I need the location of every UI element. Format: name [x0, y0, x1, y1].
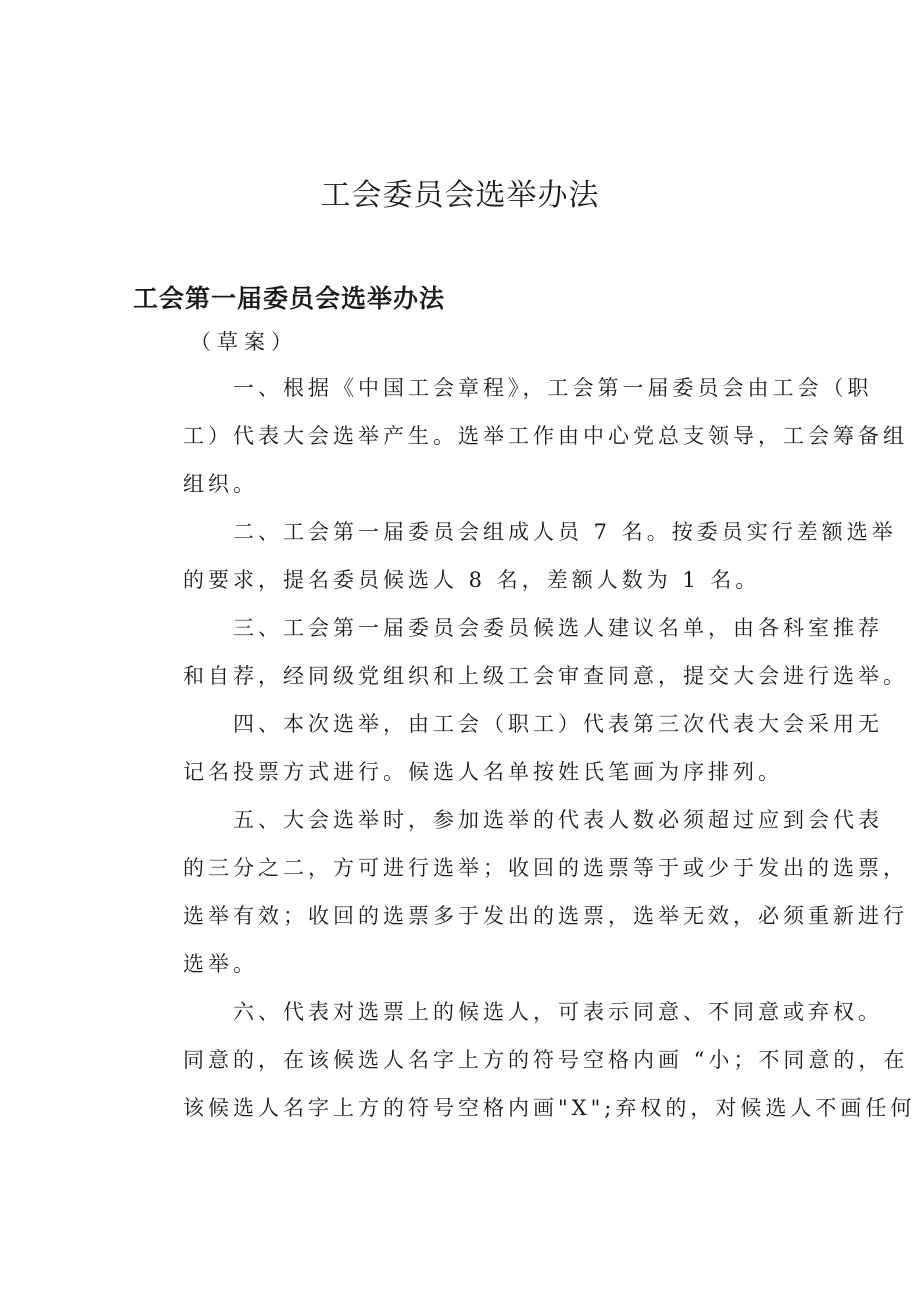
paragraph-line: 一、根据《中国工会章程》，工会第一届委员会由工会（职 [233, 376, 873, 400]
paragraph-line: 的三分之二，方可进行选举；收回的选票等于或少于发出的选票， [183, 856, 908, 880]
paragraph-line: 组织。 [183, 472, 258, 496]
paragraph-line: 该候选人名字上方的符号空格内画"X";弃权的，对候选人不画任何 [183, 1096, 916, 1120]
document-body [133, 364, 916, 1132]
paragraph-line: 的要求，提名委员候选人 8 名，差额人数为 1 名。 [183, 568, 761, 592]
paragraph-line: 二、工会第一届委员会组成人员 7 名。按委员实行差额选举 [233, 520, 897, 544]
draft-note: （草案） [190, 330, 298, 354]
paragraph-4 [133, 700, 883, 796]
paragraph-line: 三、工会第一届委员会委员候选人建议名单，由各科室推荐 [233, 616, 883, 640]
paragraph-5 [133, 796, 908, 988]
paragraph-line: 记名投票方式进行。候选人名单按姓氏笔画为序排列。 [183, 760, 783, 784]
paragraph-2 [133, 508, 897, 604]
paragraph-1 [133, 364, 908, 508]
paragraph-6 [133, 988, 916, 1132]
paragraph-line: 同意的，在该候选人名字上方的符号空格内画 “小；不同意的，在 [183, 1048, 909, 1072]
paragraph-line: 四、本次选举，由工会（职工）代表第三次代表大会采用无 [233, 712, 883, 736]
paragraph-line: 选举。 [183, 952, 258, 976]
paragraph-line: 六、代表对选票上的候选人，可表示同意、不同意或弃权。 [233, 1000, 883, 1024]
paragraph-line: 工）代表大会选举产生。选举工作由中心党总支领导，工会筹备组 [183, 424, 908, 448]
document-title: 工会委员会选举办法 [320, 178, 600, 213]
paragraph-line: 和自荐，经同级党组织和上级工会审查同意，提交大会进行选举。 [183, 664, 908, 688]
document-subtitle: 工会第一届委员会选举办法 [133, 284, 446, 313]
paragraph-line: 选举有效；收回的选票多于发出的选票，选举无效，必须重新进行 [183, 904, 908, 928]
paragraph-3 [133, 604, 908, 700]
paragraph-line: 五、大会选举时，参加选举的代表人数必须超过应到会代表 [233, 808, 883, 832]
